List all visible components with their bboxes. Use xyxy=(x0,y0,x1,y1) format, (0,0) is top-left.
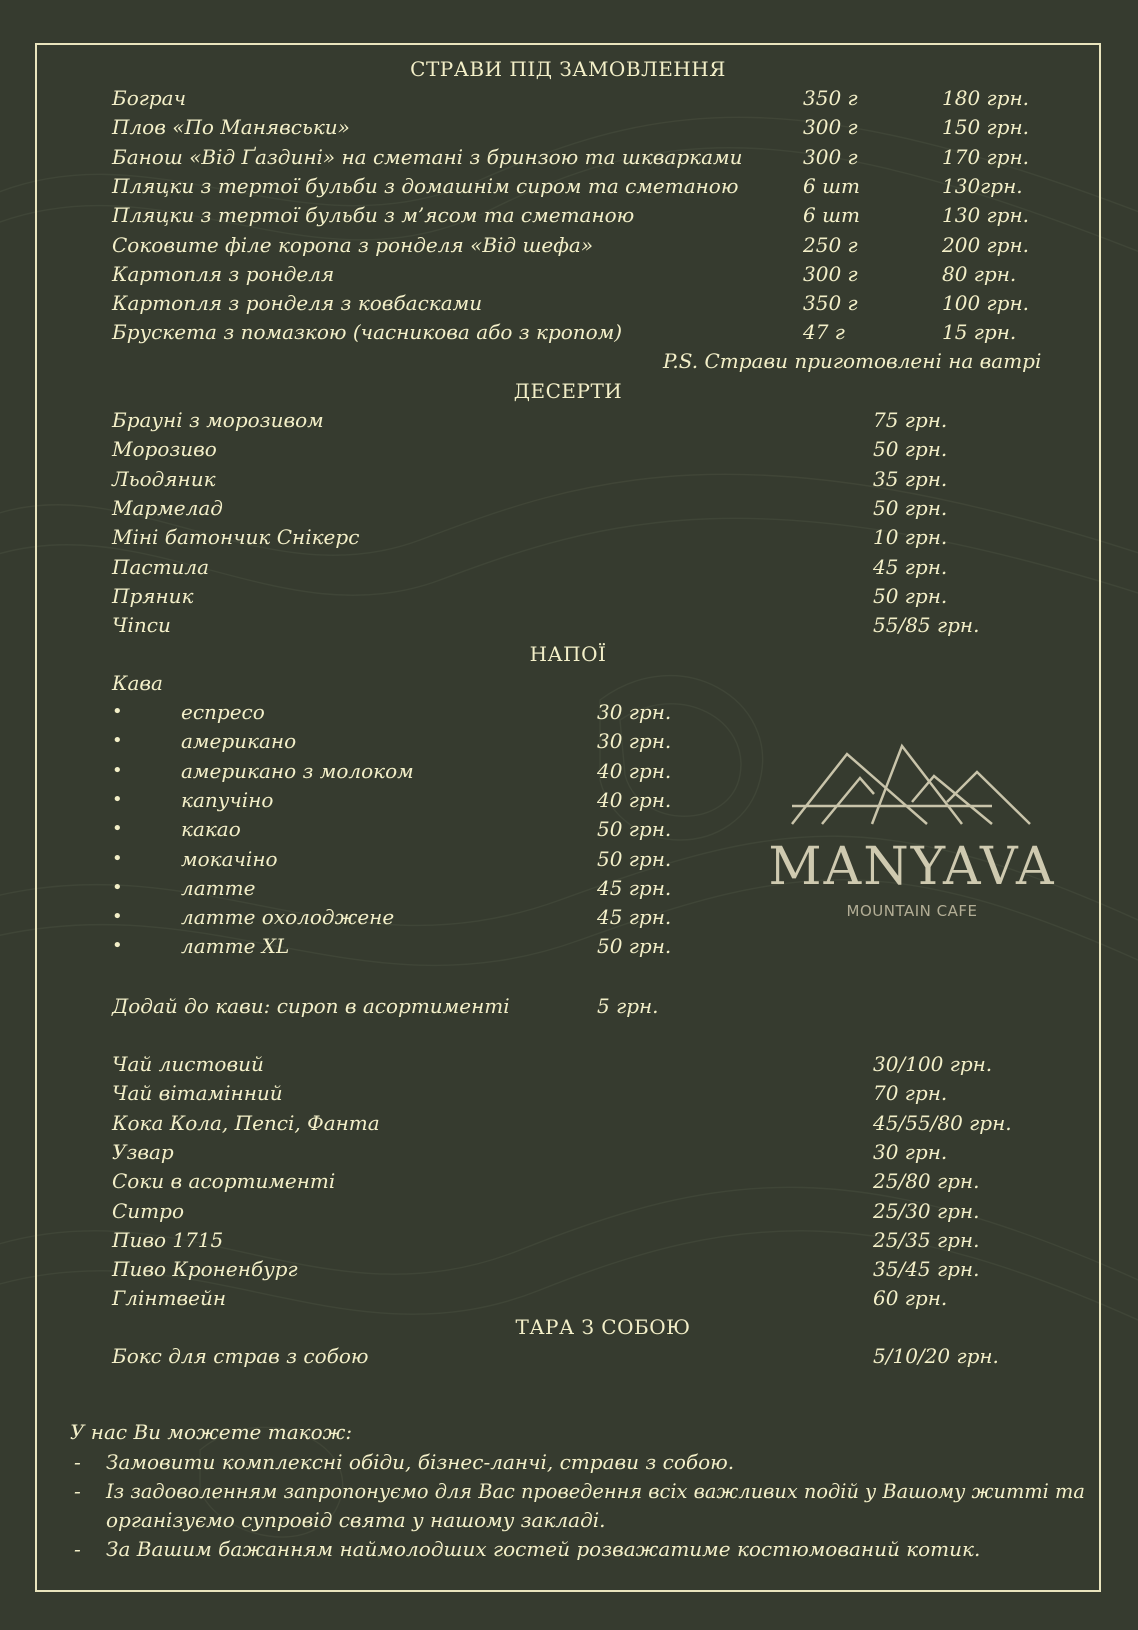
bullet-icon: • xyxy=(112,730,123,752)
drink-name: Соки в асортименті xyxy=(112,1169,336,1194)
drink-price: 60 грн. xyxy=(873,1286,948,1311)
drink-name: Пиво Кроненбург xyxy=(112,1257,298,1282)
coffee-price: 50 грн. xyxy=(597,934,672,959)
drink-price: 70 грн. xyxy=(873,1081,948,1106)
coffee-label: Кава xyxy=(112,671,163,695)
dessert-price: 10 грн. xyxy=(873,525,948,550)
dessert-name: Міні батончик Снікерс xyxy=(112,525,360,550)
drink-price: 25/35 грн. xyxy=(873,1227,980,1252)
menu-item-weight: 300 г xyxy=(803,261,858,286)
menu-item-weight: 300 г xyxy=(803,115,858,140)
manyava-logo xyxy=(762,742,1062,932)
coffee-name: американо xyxy=(181,729,297,754)
coffee-name: еспресо xyxy=(181,700,265,724)
dessert-price: 45 грн. xyxy=(873,554,948,579)
dash-icon: - xyxy=(74,1537,81,1561)
bullet-icon: • xyxy=(112,759,123,781)
mountain-logo-icon xyxy=(762,742,1062,842)
syrup-price: 5 грн. xyxy=(597,994,659,1018)
drink-name: Чай вітамінний xyxy=(112,1081,283,1106)
coffee-price: 30 грн. xyxy=(597,729,672,754)
menu-item-weight: 6 шт xyxy=(803,203,860,228)
bullet-icon: • xyxy=(112,906,123,928)
bullet-icon: • xyxy=(112,818,123,840)
coffee-name: капучіно xyxy=(181,787,274,812)
drink-name: Глінтвейн xyxy=(112,1286,227,1311)
coffee-name: мокачіно xyxy=(181,846,278,871)
dessert-price: 75 грн. xyxy=(873,408,948,432)
menu-item-name: Пляцки з тертої бульби з м’ясом та сметаною xyxy=(112,203,635,228)
menu-item-price: 200 грн. xyxy=(942,232,1029,257)
menu-item-name: Плов «По Манявськи» xyxy=(112,115,350,140)
drink-name: Пиво 1715 xyxy=(112,1227,224,1252)
dessert-price: 35 грн. xyxy=(873,466,948,491)
menu-item-name: Банош «Від Ґаздині» на сметані з бринзою та шкварками xyxy=(112,144,743,169)
drink-name: Чай листовий xyxy=(112,1052,264,1076)
menu-item-price: 170 грн. xyxy=(942,144,1029,169)
menu-item-weight: 350 г xyxy=(803,291,858,316)
coffee-name: латте xyxy=(181,875,256,900)
bullet-icon: • xyxy=(112,701,123,722)
menu-item-price: 150 грн. xyxy=(942,115,1029,140)
menu-item-price: 180 грн. xyxy=(942,86,1029,110)
menu-item-name: Бограч xyxy=(112,86,187,110)
drink-price: 25/80 грн. xyxy=(873,1169,980,1194)
coffee-price: 30 грн. xyxy=(597,700,672,724)
drink-name: Узвар xyxy=(112,1139,174,1164)
menu-item-price: 80 грн. xyxy=(942,261,1017,286)
menu-item-weight: 250 г xyxy=(803,232,858,257)
dash-icon: - xyxy=(74,1450,81,1474)
syrup-name: Додай до кави: сироп в асортименті xyxy=(112,994,510,1018)
drink-price: 30 грн. xyxy=(873,1139,948,1164)
bullet-icon: • xyxy=(112,876,123,898)
footer-intro: У нас Ви можете також: xyxy=(70,1420,353,1444)
coffee-price: 50 грн. xyxy=(597,846,672,871)
drink-price: 30/100 грн. xyxy=(873,1052,993,1076)
dessert-name: Брауні з морозивом xyxy=(112,408,324,432)
drink-price: 25/30 грн. xyxy=(873,1198,980,1223)
coffee-price: 40 грн. xyxy=(597,758,672,783)
footer-line: За Вашим бажанням наймолодших гостей розважатиме костюмований котик. xyxy=(106,1537,981,1561)
menu-item-price: 130 грн. xyxy=(942,203,1029,228)
menu-item-name: Картопля з ронделя з ковбасками xyxy=(112,291,483,316)
drink-price: 35/45 грн. xyxy=(873,1257,980,1282)
logo-subtitle: MOUNTAIN CAFE xyxy=(846,902,978,920)
coffee-price: 40 грн. xyxy=(597,787,672,812)
logo-name: MANYAVA xyxy=(768,837,1056,897)
coffee-price: 45 грн. xyxy=(597,905,672,930)
takeaway-name: Бокс для страв з собою xyxy=(112,1344,369,1368)
order-note: P.S. Страви приготовлені на ватрі xyxy=(663,349,1042,373)
coffee-name: латте охолоджене xyxy=(181,905,395,930)
drink-price: 45/55/80 грн. xyxy=(873,1110,1012,1135)
menu-item-name: Пляцки з тертої бульби з домашнім сиром та сметаною xyxy=(112,173,739,198)
menu-item-price: 130грн. xyxy=(942,173,1023,198)
bullet-icon: • xyxy=(112,847,123,869)
dessert-name: Мармелад xyxy=(112,495,223,520)
menu-item-name: Брускета з помазкою (часникова або з кропом) xyxy=(112,320,623,345)
dessert-name: Пастила xyxy=(112,554,210,579)
dessert-price: 50 грн. xyxy=(873,583,948,608)
section-title-desserts: ДЕСЕРТИ xyxy=(513,379,623,403)
coffee-price: 50 грн. xyxy=(597,817,672,842)
coffee-name: какао xyxy=(181,817,241,842)
menu-item-name: Соковите філе коропа з ронделя «Від шефа» xyxy=(112,232,594,257)
footer-line: організуємо супровід свята у нашому закладі. xyxy=(106,1508,606,1532)
menu-item-price: 100 грн. xyxy=(942,291,1029,316)
dessert-name: Льодяник xyxy=(112,466,216,491)
section-title-order: СТРАВИ ПІД ЗАМОВЛЕННЯ xyxy=(410,57,726,81)
menu-item-weight: 300 г xyxy=(803,144,858,169)
dessert-price: 50 грн. xyxy=(873,495,948,520)
dessert-name: Пряник xyxy=(112,583,194,608)
bullet-icon: • xyxy=(112,935,123,957)
coffee-name: латте XL xyxy=(181,934,290,959)
dessert-price: 50 грн. xyxy=(873,437,948,462)
dessert-name: Морозиво xyxy=(112,437,217,462)
section-title-takeaway: ТАРА З СОБОЮ xyxy=(515,1315,691,1339)
bullet-icon: • xyxy=(112,788,123,810)
dessert-price: 55/85 грн. xyxy=(873,613,980,638)
menu-item-name: Картопля з ронделя xyxy=(112,261,335,286)
menu-item-weight: 350 г xyxy=(803,86,858,110)
dash-icon: - xyxy=(74,1479,81,1503)
menu-item-weight: 6 шт xyxy=(803,173,860,198)
coffee-price: 45 грн. xyxy=(597,875,672,900)
footer-line: Із задоволенням запропонуємо для Вас проведення всіх важливих подій у Вашому житті та xyxy=(106,1479,1085,1503)
dessert-name: Чіпси xyxy=(112,613,171,638)
footer-line: Замовити комплексні обіди, бізнес-ланчі, страви з собою. xyxy=(106,1450,735,1474)
section-title-drinks: НАПОЇ xyxy=(529,642,607,666)
menu-item-price: 15 грн. xyxy=(942,320,1017,345)
drink-name: Ситро xyxy=(112,1198,184,1223)
menu-item-weight: 47 г xyxy=(803,320,845,345)
drink-name: Кока Кола, Пепсі, Фанта xyxy=(112,1110,380,1135)
coffee-name: американо з молоком xyxy=(181,758,414,783)
takeaway-price: 5/10/20 грн. xyxy=(873,1344,999,1368)
